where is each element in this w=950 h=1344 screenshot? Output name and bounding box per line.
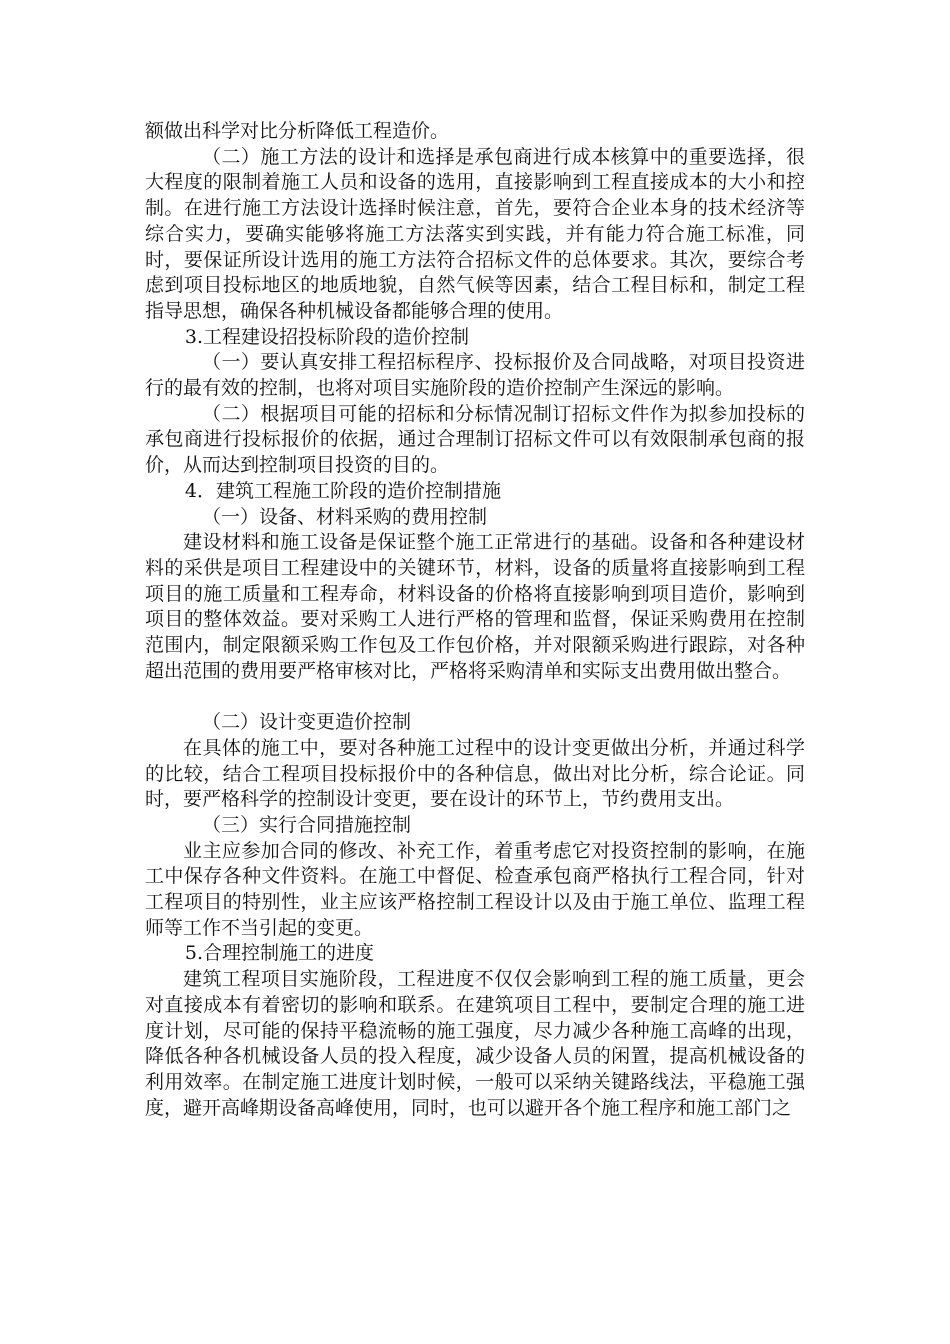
paragraph-schedule-control: 建筑工程项目实施阶段，工程进度不仅仅会影响到工程的施工质量，更会对直接成本有着密切的影响和联系。在建筑项目工程中，要制定合理的施工进度计划，尽可能的保持平稳流畅的施工强度，尽力减少各种施工高峰的出现，降低各种各机械设备人员的投入程度，减少设备人员的闲置，提高机械设备的利用效率。在制定施工进度计划时候，一般可以采纳关键路线法，平稳施工强度，避开高峰期设备高峰使用，同时，也可以避开各个施工程序和施工部门之 <box>145 968 805 1119</box>
section-heading-construction-stage: 4．建筑工程施工阶段的造价控制措施 <box>184 479 501 502</box>
paragraph-design-change: 在具体的施工中，要对各种施工过程中的设计变更做出分析，并通过科学的比较，结合工程项目投标报价中的各种信息，做出对比分析，综合论证。同时，要严格科学的控制设计变更，要在设计的环节上，节约费用支出。 <box>145 736 805 811</box>
section-heading-bidding-stage: 3.工程建设招投标阶段的造价控制 <box>184 325 470 348</box>
document-body <box>145 119 805 1121</box>
paragraph-continuation: 额做出科学对比分析降低工程造价。 <box>145 120 450 142</box>
subheading-procurement-cost: （一）设备、材料采购的费用控制 <box>202 505 488 528</box>
paragraph-bidding-procedure: （一）要认真安排工程招标程序、投标报价及合同战略，对项目投资进行的最有效的控制，也将对项目实施阶段的造价控制产生深远的影响。 <box>145 351 805 400</box>
paragraph-procurement-cost: 建设材料和施工设备是保证整个施工正常进行的基础。设备和各种建设材料的采供是项目工程建设中的关键环节，材料，设备的质量将直接影响到工程项目的施工质量和工程寿命，材料设备的价格将直接影响到项目造价，影响到项目的整体效益。要对采购工人进行严格的管理和监督，保证采购费用在控制范围内，制定限额采购工作包及工作包价格，并对限额采购进行跟踪，对各种超出范围的费用要严格审核对比，严格将采购清单和实际支出费用做出整合。 <box>145 531 805 682</box>
paragraph-construction-method: （二）施工方法的设计和选择是承包商进行成本核算中的重要选择，很大程度的限制着施工人员和设备的选用，直接影响到工程直接成本的大小和控制。在进行施工方法设计选择时候注意，首先，要符合企业本身的技术经济等综合实力，要确实能够将施工方法落实到实践，并有能力符合施工标准，同时，要保证所设计选用的施工方法符合招标文件的总体要求。其次，要综合考虑到项目投标地区的地质地貌，自然气候等因素，结合工程目标和，制定工程指导思想，确保各种机械设备都能够合理的使用。 <box>145 145 805 322</box>
paragraph-contract-measures: 业主应参加合同的修改、补充工作，着重考虑它对投资控制的影响，在施工中保存各种文件资料。在施工中督促、检查承包商严格执行工程合同，针对工程项目的特别性，业主应该严格控制工程设计以及由于施工单位、监理工程师等工作不当引起的变更。 <box>145 839 805 939</box>
subheading-design-change: （二）设计变更造价控制 <box>202 711 412 734</box>
paragraph-bidding-documents: （二）根据项目可能的招标和分标情况制订招标文件作为拟参加投标的承包商进行投标报价的依据，通过合理制订招标文件可以有效限制承包商的报价，从而达到控制项目投资的目的。 <box>145 402 805 477</box>
subheading-contract-measures: （三）实行合同措施控制 <box>202 813 412 836</box>
blank-line <box>145 684 805 710</box>
section-heading-schedule-control: 5.合理控制施工的进度 <box>184 942 375 965</box>
